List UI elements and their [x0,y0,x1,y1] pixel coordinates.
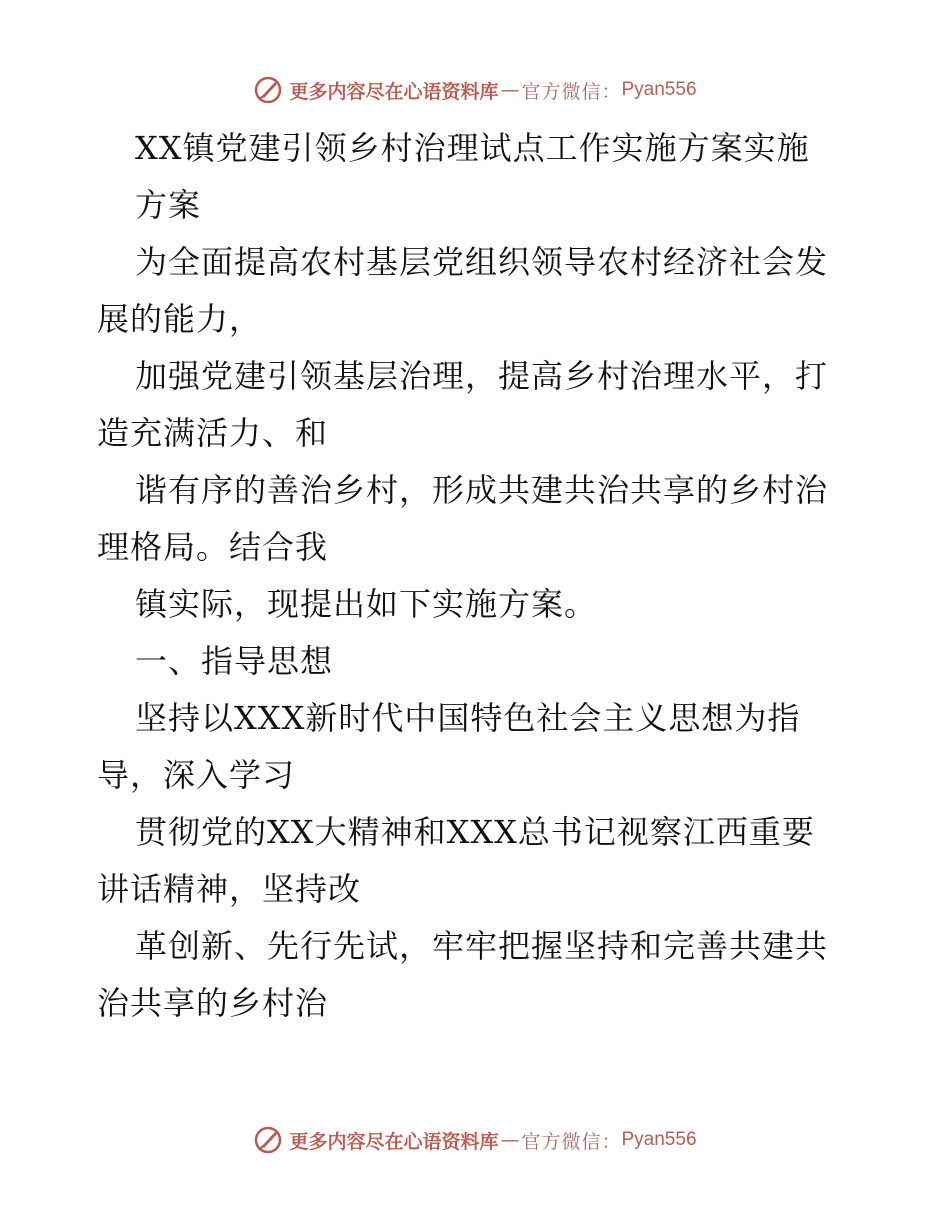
watermark-wechat-id: Pyan556 [621,79,697,100]
quill-logo-icon [253,1125,283,1155]
paragraph-line: 镇实际，现提出如下实施方案。 [135,585,598,623]
watermark-wechat-label: 官方微信： [521,1130,622,1153]
title-line-2: 方案 [135,186,202,224]
paragraph-line: 讲话精神，坚持改 [97,870,362,908]
paragraph-line: 导，深入学习 [97,756,296,794]
paragraph-line: 理格局。结合我 [97,528,329,566]
watermark-separator: — [500,1129,520,1151]
footer-watermark [0,1120,950,1160]
paragraph-line: 为全面提高农村基层党组织领导农村经济社会发 [135,243,829,281]
paragraph-line: 谐有序的善治乡村，形成共建共治共享的乡村治 [135,471,829,509]
section-heading: 一、指导思想 [135,642,334,680]
watermark-wechat-label: 官方微信： [521,80,622,103]
watermark-brand: 更多内容尽在心语资料库 [289,1130,499,1153]
paragraph-line: 贯彻党的XX大精神和XXX总书记视察江西重要 [135,813,815,851]
watermark-wechat-id: Pyan556 [621,1129,697,1150]
paragraph-line: 治共享的乡村治 [97,984,329,1022]
paragraph-line: 展的能力， [97,300,263,338]
paragraph-line: 革创新、先行先试，牢牢把握坚持和完善共建共 [135,927,829,965]
paragraph-line: 造充满活力、和 [97,414,329,452]
paragraph-line: 加强党建引领基层治理，提高乡村治理水平，打 [135,357,829,395]
watermark-separator: — [500,79,520,101]
paragraph-line: 坚持以XXX新时代中国特色社会主义思想为指 [135,699,801,737]
watermark-brand: 更多内容尽在心语资料库 [289,80,499,103]
title-line-1: XX镇党建引领乡村治理试点工作实施方案实施 [135,129,810,167]
